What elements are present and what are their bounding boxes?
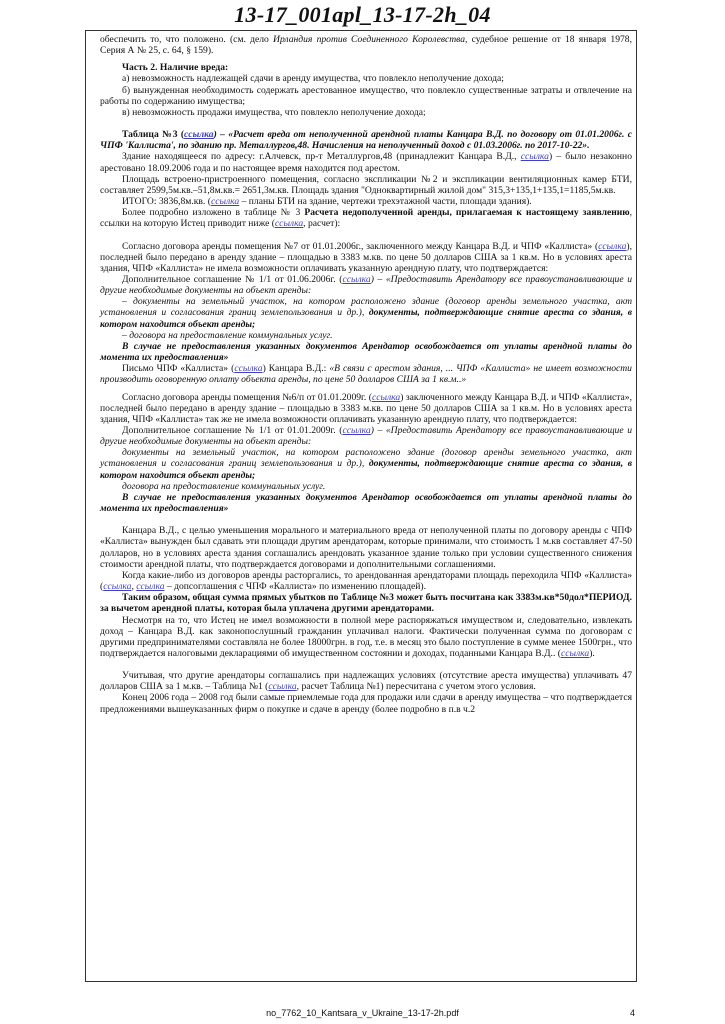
reference-link[interactable]: ссылка	[371, 391, 401, 403]
paragraph-building: Здание находящееся по адресу: г.Алчевск, пр-т Металлургов,48 (принадлежит Канцара В.Д., ссылка) – было незаконно арестовано 18.09.2006 года и по настоящее время находится под арестом.	[100, 151, 632, 174]
reference-link[interactable]: ссылка	[520, 151, 549, 163]
reference-link[interactable]: ссылка	[136, 581, 165, 593]
reference-link[interactable]: ссылка	[103, 581, 132, 593]
list-item: документы на земельный участок, на котором расположено здание (договор аренды земельного участка, акт установления и согласования границ землепользования и др.), документы, подтверждающие снятие ареста со здания, в котором находится объект аренды;	[100, 447, 632, 481]
paragraph-condition: В случае не предоставления указанных документов Арендатор освобождается от уплаты арендной платы до момента их предоставления»	[100, 340, 632, 364]
table3-heading: Таблица №3 (ссылка) – «Расчет вреда от неполученной арендной платы Канцара В.Д. по договору от 01.01.2006г. с ЧПФ 'Каллиста', по зданию пр. Металлургов,48. Начисления на неполученный доход с 01.03.2006г. по 2017-10-22».	[100, 129, 632, 152]
list-item: а) невозможность надлежащей сдачи в аренду имущества, что повлекло неполучение дохода;	[122, 73, 504, 85]
list-item: договора на предоставление коммунальных услуг.	[122, 480, 326, 492]
paragraph-end2006: Конец 2006 года – 2008 год были самые приемлемые года для продажи или сдачи в аренду имущества – что подтверждается предложениями вышеуказанных фирм о покупке и сдаче в аренду (более подробно в п.в ч.2	[100, 692, 632, 715]
paragraph-contract7: Согласно договора аренды помещения №7 от 01.01.2006г., заключенного между Канцара В.Д. и ЧПФ «Каллиста» (ссылка), последней было передано в аренду здание – площадью в 3383 м.кв. по цене 50 долларов США за 1 кв.м. Но в условиях ареста здания, ЧПФ «Каллиста» не имела возможности оплачивать указанную арендную плату, что подтверждается:	[100, 240, 632, 274]
reference-link[interactable]: ссылка	[184, 129, 214, 141]
paragraph-consider: Учитывая, что другие арендаторы соглашались при надлежащих условиях (отсутствие ареста имущества) уплачивать 47 долларов США за 1 м.кв. – Таблица №1 (ссылка, расчет Таблица №1) пересчитана с учетом этого условия.	[100, 670, 632, 693]
reference-link[interactable]: ссылка	[210, 196, 240, 208]
reference-link[interactable]: ссылка	[234, 363, 263, 375]
paragraph-conclusion: Таким образом, общая сумма прямых убытков по Таблице №3 может быть посчитана как 3383м.кв*50дол*ПЕРИОД. за вычетом арендной платы, которая была уплачена другими арендаторами.	[100, 592, 632, 615]
reference-link[interactable]: ссылка	[342, 273, 371, 285]
paragraph-agreement1: Дополнительное соглашение № 1/1 от 01.06.2006г. (ссылка) – «Предоставить Арендатору все правоустанавливающие и другие необходимые документы на объект аренды:	[100, 273, 632, 297]
paragraph-more: Более подробно изложено в таблице № 3 Расчета недополученной аренды, прилагаемая к настоящему заявлению, ссылки на которую Истец приводит ниже (ссылка, расчет):	[100, 207, 632, 230]
reference-link[interactable]: ссылка	[268, 681, 297, 693]
list-item: – документы на земельный участок, на котором расположено здание (договор аренды земельного участка, акт установления и согласования границ землепользования и др.), документы, подтверждающие снятие ареста со здания, в котором находится объект аренды;	[100, 296, 632, 330]
list-item: б) вынужденная необходимость содержать арестованное имущество, что повлекло существенные затраты и отвлечение на работы по содержанию имущества;	[100, 84, 632, 107]
paragraph-total: ИТОГО: 3836,8м.кв. (ссылка – планы БТИ на здание, чертежи трехэтажной части, площади здания).	[122, 196, 532, 208]
paragraph-condition: В случае не предоставления указанных документов Арендатор освобождается от уплаты арендной платы до момента их предоставления»	[100, 491, 632, 515]
paragraph-agreement2: Дополнительное соглашение № 1/1 от 01.01.2009г. (ссылка) – «Предоставить Арендатору все правоустанавливающие и другие необходимые документы на объект аренды:	[100, 425, 632, 448]
paragraph-letter: Письмо ЧПФ «Каллиста» (ссылка) Канцара В.Д.: «В связи с арестом здания, ... ЧПФ «Каллиста» не имеет возможности производить оговоренную оплату объекта аренды, по цене 50 долларов США за 1 кв.м..»	[100, 363, 632, 386]
paragraph-area: Площадь встроено-пристроенного помещения, согласно экспликации №2 и экспликации вентиляционных камер БТИ, составляет 2599,5м.кв.–51,8м.кв.= 2651,3м.кв. Площадь здания "Одноквартирный жилой дом" 315,3+135,1+135,1=1185,5м.кв.	[100, 173, 632, 196]
list-item: в) невозможность продажи имущества, что повлекло неполучение дохода;	[122, 106, 426, 118]
reference-link[interactable]: ссылка	[598, 240, 627, 252]
reference-link[interactable]: ссылка	[560, 647, 590, 659]
page-title: 13-17_001apl_13-17-2h_04	[234, 2, 491, 27]
document-page	[85, 30, 637, 982]
paragraph-contract6: Согласно договора аренды помещения №6/п от 01.01.2009г. (ссылка) заключенного между Канцара В.Д. и ЧПФ «Каллиста», последней было передано в аренду здание – площадью в 3383 м.кв. по цене 50 долларов США за 1 кв.м. Но в условиях ареста здания, ЧПФ «Каллиста» так же не имела возможности оплачивать указанную арендную плату, что подтверждается:	[100, 391, 632, 425]
page-number: 4	[630, 1008, 636, 1018]
paragraph-taxes: Несмотря на то, что Истец не имел возможности в полной мере распоряжаться имуществом и, следовательно, извлекать доход – Канцара В.Д. как законопослушный гражданин уплачивал налоги. Фактически полученная сумма по договорам с другими предпринимателями составляла не более 18000грн. в год, т.е. в месяц это было поступление в сумме менее 1500грн., что подтверждается налоговыми декларациями об имущественном состоянии и доходах, поданными Канцара В.Д.. (ссылка).	[100, 614, 632, 659]
list-item: – договора на предоставление коммунальных услуг.	[122, 329, 333, 341]
footer-filename: no_7762_10_Kantsara_v_Ukraine_13-17-2h.pdf	[266, 1008, 459, 1018]
reference-link[interactable]: ссылка	[274, 218, 304, 230]
section-heading-part2: Часть 2. Наличие вреда:	[122, 62, 229, 74]
reference-link[interactable]: ссылка	[342, 425, 371, 436]
document-body	[100, 34, 632, 715]
paragraph-when: Когда какие-либо из договоров аренды расторгались, то арендованная арендаторами площадь переходила ЧПФ «Каллиста» (ссылка, ссылка – допсоглашения с ЧПФ «Каллиста» по изменению площадей).	[100, 569, 632, 593]
paragraph-precedent: обеспечить то, что положено. (см. дело Ирландия против Соединенного Королевства, судебное решение от 18 января 1978, Серия А № 25, с. 64, § 159).	[100, 34, 632, 57]
paragraph-moral: Канцара В.Д., с целью уменьшения морального и материального вреда от неполученной платы по договору аренды с ЧПФ «Каллиста» вынужден был сдавать эти площади другим арендаторам, которые принимали, что стоимость 1 м.кв составляет 47-50 долларов, но в условиях ареста здания соглашались арендовать указанное здание только при условии существенного снижения стоимости арендной платы, что подтверждается договорами и дополнительными соглашениями.	[100, 525, 632, 570]
